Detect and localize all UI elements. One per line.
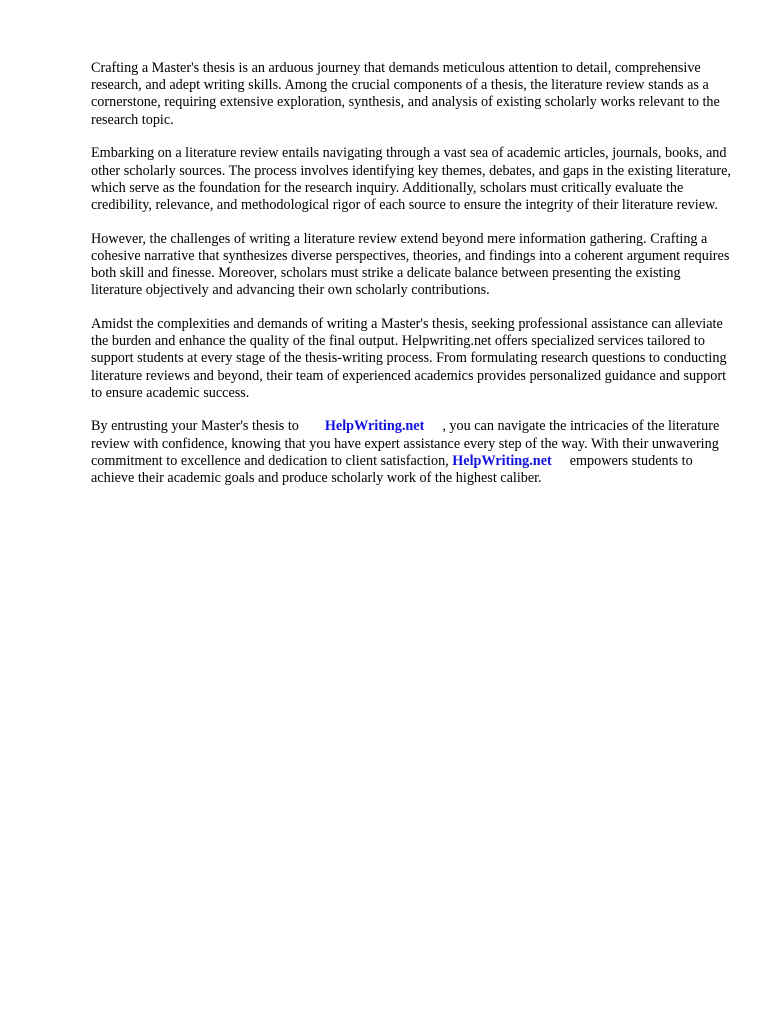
conclusion-text-start: By entrusting your Master's thesis to — [91, 418, 299, 435]
paragraph-intro: Crafting a Master's thesis is an arduous journey that demands meticulous attention to detail, comprehensive research, and adept writing skills. Among the crucial components of a thesis, the literature review stands as a cornerstone, requiring extensive exploration, synthesis, and analysis of existing scholarly works relevant to the research topic. — [91, 60, 720, 128]
paragraph-literature-review: Embarking on a literature review entails navigating through a vast sea of academic articles, journals, books, and other scholarly sources. The process involves identifying key themes, debates, and gaps in the existing literature, which serve as the foundation for the research inquiry. Additionally, scholars must critically evaluate the credibility, relevance, and methodological rigor of each source to ensure the integrity of their literature review. — [91, 145, 731, 213]
paragraph-challenges: However, the challenges of writing a literature review extend beyond mere information gathering. Crafting a cohesive narrative that synthesizes diverse perspectives, theories, and findings into a coherent argument requires both skill and finesse. Moreover, scholars must strike a delicate balance between presenting the existing literature objectively and advancing their own scholarly contributions. — [91, 230, 730, 299]
helpwriting-link[interactable]: HelpWriting.net — [324, 418, 425, 435]
paragraph-professional-assistance: Amidst the complexities and demands of writing a Master's thesis, seeking professional assistance can alleviate the burden and enhance the quality of the final output. Helpwriting.net offers specialized services tailored to support students at every stage of the thesis-writing process. From formulating research questions to conducting literature reviews and beyond, their team of experienced academics provides personalized guidance and support to ensure academic success. — [91, 315, 727, 401]
conclusion-text-end: empowers students to achieve their academic goals and produce scholarly work of the highest caliber. — [91, 452, 693, 487]
paragraph-conclusion — [91, 418, 731, 487]
helpwriting-link-2[interactable]: HelpWriting.net — [452, 452, 552, 469]
document-body — [91, 60, 731, 504]
conclusion-text-middle: , you can navigate the intricacies of the literature review with confidence, knowing that you have expert assistance every step of the way. With their unwavering commitment to excellence and dedication to client satisfaction, — [91, 418, 720, 469]
